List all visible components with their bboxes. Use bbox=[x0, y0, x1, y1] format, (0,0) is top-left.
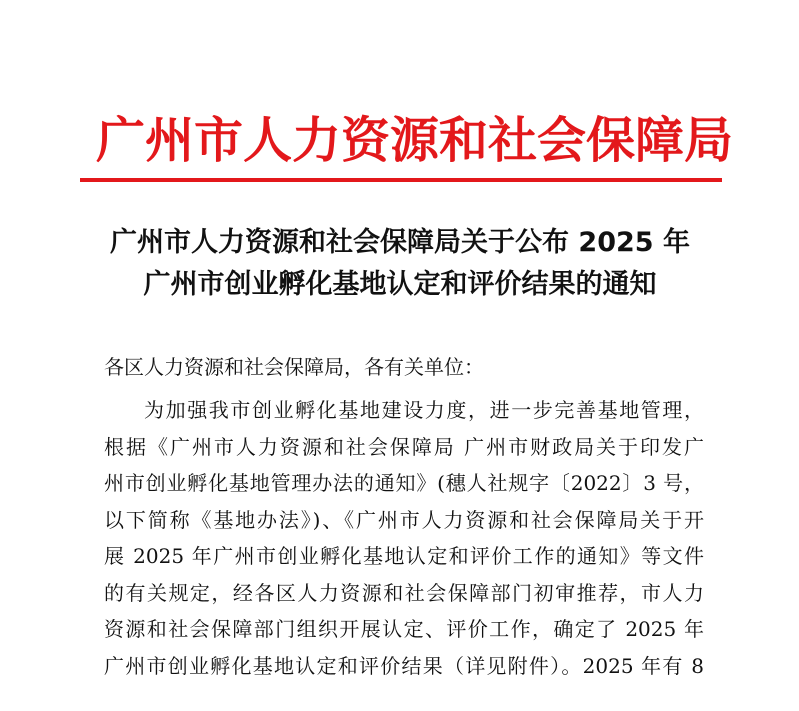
body-line-1: 为加强我市创业孵化基地建设力度，进一步完善基地管理， bbox=[144, 398, 704, 422]
document-title bbox=[60, 222, 740, 306]
body-line-2: 根据《广州市人力资源和社会保障局 广州市财政局关于印发广 bbox=[104, 434, 704, 459]
body-line-3: 州市创业孵化基地管理办法的通知》(穗人社规字〔2022〕3 号， bbox=[104, 471, 704, 495]
title-line-2: 广州市创业孵化基地认定和评价结果的通知 bbox=[143, 269, 657, 300]
body-line-7: 资源和社会保障部门组织开展认定、评价工作，确定了 2025 年 bbox=[104, 617, 704, 641]
agency-header: 广州市人力资源和社会保障局 bbox=[96, 112, 734, 169]
body-line-5: 展 2025 年广州市创业孵化基地认定和评价工作的通知》等文件 bbox=[104, 544, 704, 568]
body-paragraph bbox=[104, 392, 704, 684]
body-line-6: 的有关规定，经各区人力资源和社会保障部门初审推荐，市人力 bbox=[104, 580, 704, 605]
body-line-4: 以下简称《基地办法》)、《广州市人力资源和社会保障局关于开 bbox=[104, 507, 704, 532]
body-line-8: 广州市创业孵化基地认定和评价结果（详见附件）。2025 年有 8 bbox=[104, 653, 704, 678]
header-red-rule bbox=[80, 178, 722, 182]
title-line-1: 广州市人力资源和社会保障局关于公布 2025 年 bbox=[110, 227, 690, 258]
salutation: 各区人力资源和社会保障局，各有关单位： bbox=[104, 355, 484, 379]
